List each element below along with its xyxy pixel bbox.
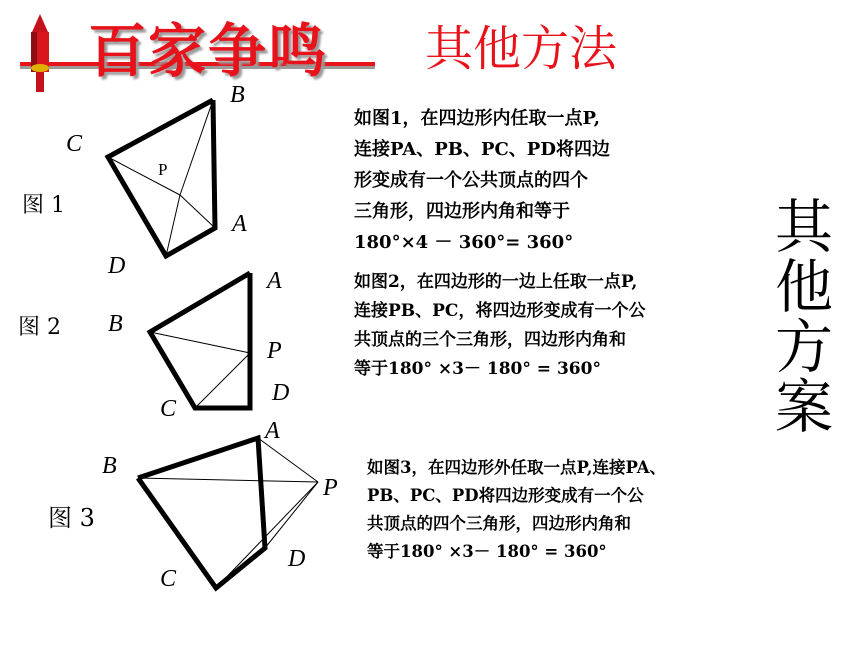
pen-icon <box>31 14 49 92</box>
figure-2-label: 图 2 <box>18 315 61 340</box>
figure-1-label: 图 1 <box>22 193 65 218</box>
figure-3-segment-pd <box>265 482 318 548</box>
figure-1-vertex-a: A <box>232 211 247 237</box>
figure-2-description <box>354 268 645 384</box>
figure-2-diagram <box>150 273 250 408</box>
figure-3-description-line: 如图3，在四边形外任取一点P,连接PA、 <box>367 458 667 477</box>
figure-3-description <box>367 454 666 566</box>
figure-3-label: 图 3 <box>48 504 95 532</box>
figure-2-vertex-b: B <box>108 311 123 337</box>
figure-2-description-line: 共顶点的三个三角形，四边形内角和 <box>354 330 626 350</box>
figure-2-vertex-a: A <box>267 268 282 294</box>
figure-1-description-line: 形变成有一个公共顶点的四个 <box>354 170 588 191</box>
figure-3-segment-pb <box>138 478 318 482</box>
banner-title: 百家争鸣 <box>88 17 329 85</box>
side-title: 其他方案 <box>765 196 833 436</box>
figure-3-description-line: 共顶点的四个三角形，四边形内角和 <box>367 514 631 533</box>
figure-3-vertex-d: D <box>288 546 306 572</box>
figure-1-description-line: 180°×4 － 360°= 360° <box>354 232 574 253</box>
figure-3-vertex-b: B <box>102 453 117 479</box>
figure-3-description-line: 等于180° ×3－ 180° = 360° <box>367 542 607 561</box>
figure-1-vertex-d: D <box>108 253 126 279</box>
figure-1-description <box>354 103 610 258</box>
figure-2-point-p: P <box>267 338 282 364</box>
figure-1-vertex-c: C <box>66 131 83 157</box>
figure-3-description-line: PB、PC、PD将四边形变成有一个公 <box>367 486 644 505</box>
figure-1-vertex-b: B <box>230 82 245 108</box>
figure-2-description-line: 等于180° ×3－ 180° = 360° <box>354 359 601 379</box>
figure-1-description-line: 三角形，四边形内角和等于 <box>354 201 570 222</box>
figure-2-description-line: 如图2，在四边形的一边上任取一点P, <box>354 272 638 292</box>
figure-3-vertex-a: A <box>265 418 280 444</box>
section-title: 其他方法 <box>425 21 618 77</box>
figure-2-vertex-c: C <box>160 396 177 422</box>
figure-3-point-p: P <box>323 475 338 501</box>
figure-2-segment-pc <box>195 353 250 408</box>
figure-1-description-line: 连接PA、PB、PC、PD将四边 <box>354 139 610 160</box>
figure-2-vertex-d: D <box>272 380 290 406</box>
figure-1-description-line: 如图1，在四边形内任取一点P, <box>354 108 601 129</box>
figure-1-segment-pb <box>180 195 215 228</box>
figure-2-quadrilateral <box>150 273 250 408</box>
figure-2-description-line: 连接PB、PC，将四边形变成有一个公 <box>354 301 646 321</box>
figure-3-vertex-c: C <box>160 566 177 592</box>
figure-2-segment-pb <box>150 332 250 353</box>
figure-3-quadrilateral <box>138 438 265 588</box>
figure-1-point-p: P <box>158 160 168 179</box>
